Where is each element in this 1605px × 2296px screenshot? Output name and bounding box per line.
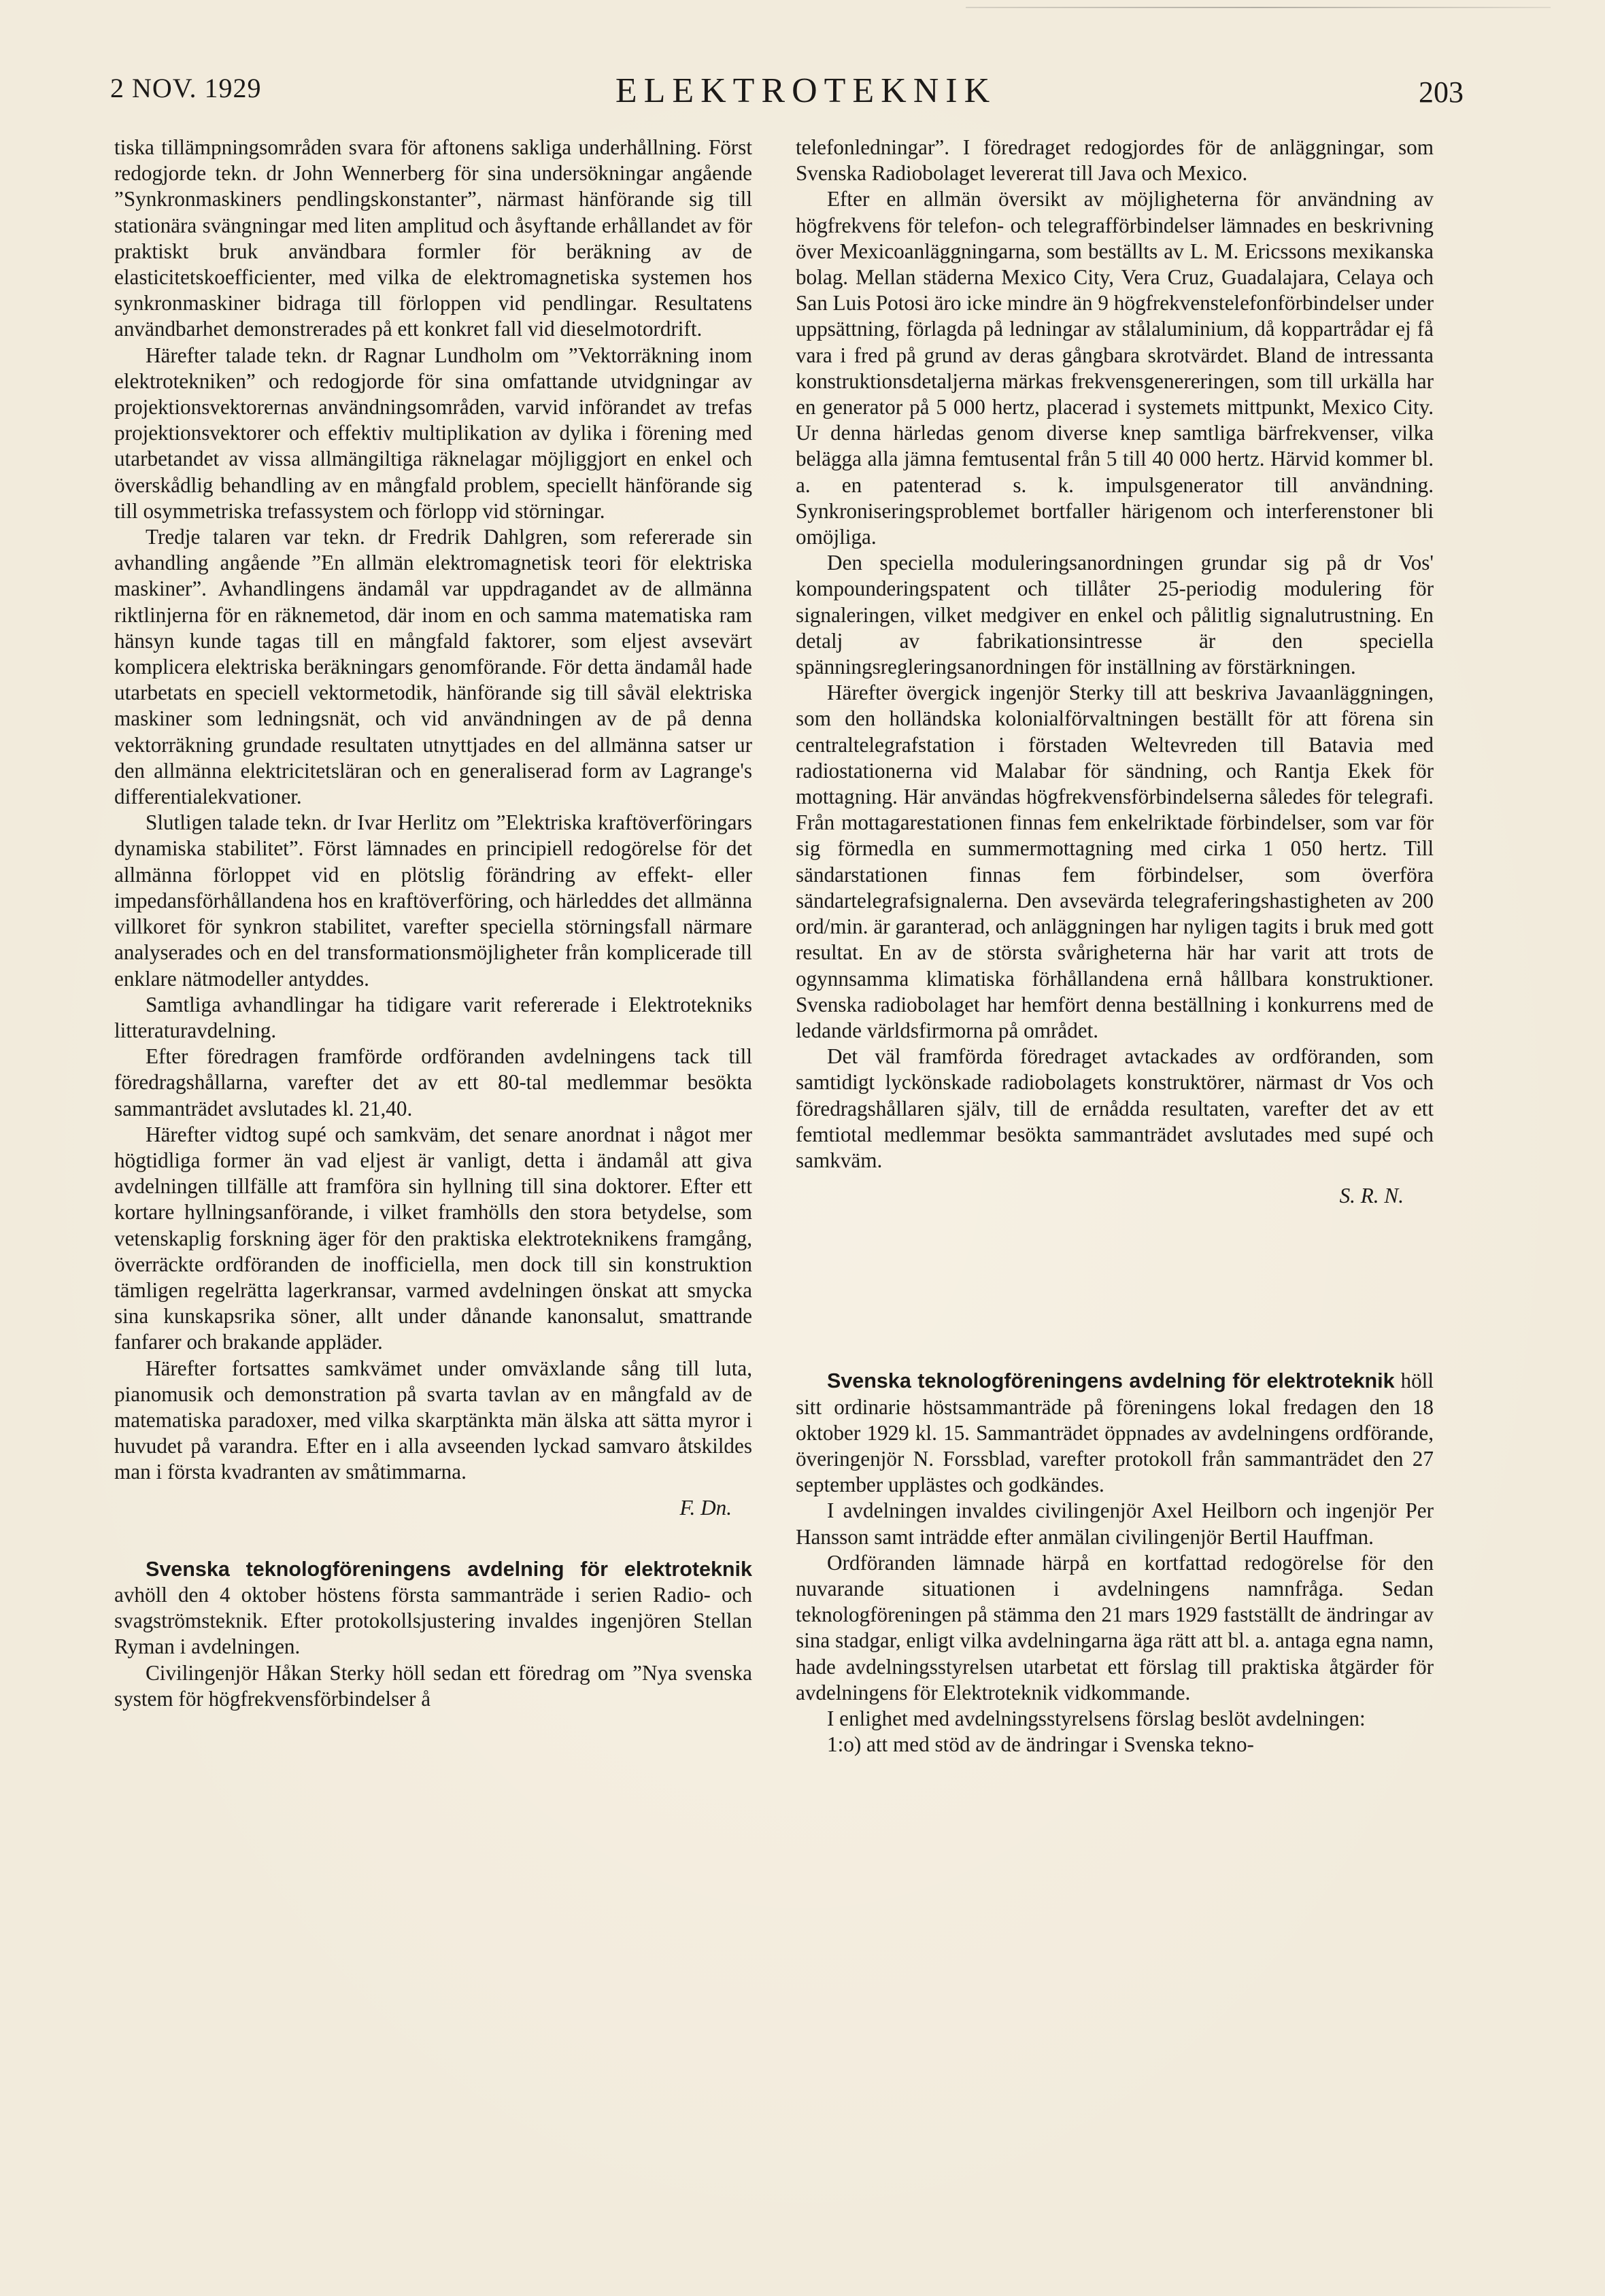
right-paragraph: Den speciella moduleringsanordningen grundar sig på dr Vos' kompounderingspatent och tillåter 25-periodig modulering för signaleringen, vilket medgiver en enkel och pålitlig signalutrustning. En detalj av fabrikationsintresse är den speciella spänningsregleringsanordningen för inställning av förstärkningen.: [796, 551, 1434, 679]
right-notice-text: höll sitt ordinarie höstsammanträde på föreningens lokal fredagen den 18 oktober 1929 kl. 15. Sammanträdet öppnades av avdelningens ordförande, överingenjör N. Forssblad, varefter protokoll från sammanträdet den 27 september upplästes och godkändes.: [796, 1369, 1434, 1497]
right-notice-title: Svenska teknologföreningens avdelning för elektroteknik: [827, 1369, 1395, 1393]
right-notice-paragraph: 1:o) att med stöd av de ändringar i Svenska tekno-: [827, 1732, 1254, 1757]
issue-date: 2 NOV. 1929: [110, 73, 262, 103]
left-paragraph: Tredje talaren var tekn. dr Fredrik Dahlgren, som refererade sin avhandling angående ”En allmän elektromagnetisk teori för elektriska maskiner”. Avhandlingens ändamål var uppdragandet av de allmänna riktlinjerna för en räknemetod, där inom en och samma matematiska ram hänsyn kunde tagas till en mångfald faktorer, som eljest avsevärt komplicera elektriska beräkningars genomförande. För detta ändamål hade utarbetats en speciell vektormetodik, hänförande sig till såväl elektriska maskiner som ledningsnät, och vid användningen av de på denna vektorräkning grundade resultaten utnyttjades en del allmänna satser ur den allmänna elektricitetsläran och en generaliserad form av Lagrange's differentialekvationer.: [114, 525, 752, 809]
right-notice-paragraph: [796, 1368, 1434, 1498]
right-notice-paragraph: I enlighet med avdelningsstyrelsens förslag beslöt avdelningen:: [827, 1706, 1366, 1730]
right-paragraph: Härefter övergick ingenjör Sterky till att beskriva Javaanläggningen, som den holländska kolonialförvaltningen beställt för att förena sin centraltelegrafstation i förstaden Weltevreden till Batavia med radiostationerna vid Malabar för sändning, och Rantja Ekek för mottagning. Här användas högfrekvensförbindelserna således för telegrafi. Från mottagarestationen finnas fem enkelriktade förbindelser, som var för sig förmedla en summermottagning med cirka 1 050 hertz. Till sändarstationen finnas fem förbindelser, som överföra sändartelegrafsignalerna. Den avsevärda telegraferingshastigheten av 200 ord/min. är garanterad, och anläggningen har nyligen tagits i bruk med gott resultat. En av de största svårigheterna här har varit att trots de ogynnsamma klimatiska förhållandena ernå hållbara konstruktioner. Svenska radiobolaget har hemfört denna beställning i konkurrens med de ledande världsfirmorna på området.: [796, 681, 1434, 1042]
left-paragraph: Slutligen talade tekn. dr Ivar Herlitz om ”Elektriska kraftöverföringars dynamiska stabilitet”. Först lämnades en principiell redogörelse för det allmänna förloppet vid en plötslig förändring av effekt- eller impedansförhållandena hos en kraftöverföring, och härleddes det allmänna villkoret för synkron stabilitet, varefter speciella störningsfall närmare analyserades och en del transformationsmöjligheter från komplicerade till enklare nätmodeller antyddes.: [114, 810, 752, 991]
left-column: [114, 135, 752, 1712]
left-paragraph: Härefter vidtog supé och samkväm, det senare anordnat i något mer högtidliga former än vad eljest är vanligt, detta i ändamål att giva avdelningen tillfälle att framföra sin hyllning till sina doktorer. Efter ett kortare hyllningsanförande, i vilket framhölls den stora betydelse, som vetenskaplig forskning äger för den praktiska elektroteknikens framgång, överräckte ordföranden de inofficiella, men dock till sin konstruktion tämligen regelrätta lagerkransar, varmed avdelningen önskat att smycka sina kunskapsrika söner, allt under dånande kanonsalut, smattrande fanfarer och brakande appläder.: [114, 1122, 752, 1354]
left-section-gap: [114, 1521, 752, 1556]
right-paragraph: Efter en allmän översikt av möjligheterna för användning av högfrekvens för telefon- och telegrafförbindelser lämnades en beskrivning över Mexicoanläggningarna, som beställts av L. M. Ericssons mexikanska bolag. Mellan städerna Mexico City, Vera Cruz, Guadalajara, Celaya och San Luis Potosi äro icke mindre än 9 högfrekvenstelefonförbindelser under uppsättning, förlagda på ledningar av stålaluminium, då koppartrådar ej få vara i fred på grund av deras gångbara skrotvärdet. Bland de intressanta konstruktionsdetaljerna märkas frekvensgenereringen, som till urkälla har en generator på 5 000 hertz, placerad i systemets mittpunkt, Mexico City. Ur denna härledas genom diverse knep samtliga bärfrekvenser, vilka belägga alla jämna femtusental från 5 till 40 000 hertz. Härvid kommer bl. a. en patenterad s. k. impulsgenerator till användning. Synkroniseringsproblemet bortfaller härigenom och interferenstoner bli omöjliga.: [796, 187, 1434, 549]
right-notice-paragraph: Ordföranden lämnade härpå en kortfattad redogörelse för den nuvarande situationen i avdelningens namnfråga. Sedan teknologföreningen på stämma den 21 mars 1929 fastställt de ändringar av sina stadgar, enligt vilka avdelningarna äga rätt att bl. a. antaga egna namn, hade avdelningsstyrelsen utarbetat ett förslag till praktiska åtgärder för avdelningens för Elektroteknik vidkommande.: [796, 1550, 1434, 1704]
right-column: [796, 135, 1434, 1758]
left-paragraph: Efter föredragen framförde ordföranden avdelningens tack till föredragshållarna, varefter det av ett 80-tal medlemmar besökta sammanträdet avslutades kl. 21,40.: [114, 1044, 752, 1120]
left-notice-paragraph: Civilingenjör Håkan Sterky höll sedan ett föredrag om ”Nya svenska system för högfrekvensförbindelser å: [114, 1660, 752, 1711]
right-notice-paragraph: I avdelningen invaldes civilingenjör Axel Heilborn och ingenjör Per Hansson samt inträdde efter anmälan civilingenjör Bertil Hauffman.: [796, 1498, 1434, 1549]
left-paragraph: Härefter talade tekn. dr Ragnar Lundholm om ”Vektorräkning inom elektrotekniken” och redogjorde för sina omfattande utvidgningar av projektionsvektorernas användningsområden, varvid införandet av trefas projektionsvektorer och effektiv multiplikation av dylika i förening med utarbetandet av vissa allmängiltiga räknelagar möjliggjort en enkel och överskådlig behandling av en mångfald problem, speciellt hänförande sig till osymmetriska trefassystem och förlopp vid störningar.: [114, 343, 752, 523]
left-paragraph: tiska tillämpningsområden svara för aftonens sakliga underhållning. Först redogjorde tekn. dr John Wennerberg för sina undersökningar angående ”Synkronmaskiners pendlingskonstanter”, närmast hänförande sig till stationära svängningar med liten amplitud och åsyftande erhållandet av för praktiskt bruk användbara formler för beräkning av de elasticitetskoefficienter, med vilka de elektromagnetiska systemen hos synkronmaskiner bidraga till förloppen vid pendlingar. Resultatens användbarhet demonstrerades på ett konkret fall vid dieselmotordrift.: [114, 135, 752, 341]
journal-title: ELEKTROTEKNIK: [615, 71, 997, 110]
top-edge-rule: [966, 7, 1551, 8]
left-notice-title: Svenska teknologföreningens avdelning för elektroteknik: [146, 1557, 752, 1581]
left-notice-paragraph: [114, 1556, 752, 1660]
left-notice-text: avhöll den 4 oktober höstens första sammanträde i serien Radio- och svagströmsteknik. Efter protokollsjustering invaldes ingenjören Stellan Ryman i avdelningen.: [114, 1582, 752, 1659]
right-notice: [796, 1368, 1434, 1758]
right-paragraph: telefonledningar”. I föredraget redogjordes för de anläggningar, som Svenska Radiobolaget levererat till Java och Mexico.: [796, 135, 1434, 186]
right-paragraph: Det väl framförda föredraget avtackades av ordföranden, som samtidigt lyckönskade radiobolagets konstruktörer, närmast dr Vos och föredragshållaren själv, till de ernådda resultaten, varefter det av ett femtiotal medlemmar besökta sammanträdet avslutades med supé och samkväm.: [796, 1044, 1434, 1172]
left-paragraph: Härefter fortsattes samkvämet under omväxlande sång till luta, pianomusik och demonstration på svarta tavlan av en mångfald av de matematiska paradoxer, med vilka skarptänkta män älska att sätta myror i huvudet på varandra. Efter en i alla avseenden lyckad samvaro åtskildes man i första kvadranten av småtimmarna.: [114, 1356, 752, 1484]
right-signature: S. R. N.: [1339, 1184, 1404, 1208]
left-paragraph: Samtliga avhandlingar ha tidigare varit refererade i Elektrotekniks litteraturavdelning.: [114, 992, 752, 1042]
page-number: 203: [1419, 75, 1464, 109]
right-section-gap: [796, 1209, 1434, 1368]
left-signature: F. Dn.: [679, 1495, 732, 1520]
left-notice: [114, 1556, 752, 1712]
running-header: [0, 65, 1605, 120]
